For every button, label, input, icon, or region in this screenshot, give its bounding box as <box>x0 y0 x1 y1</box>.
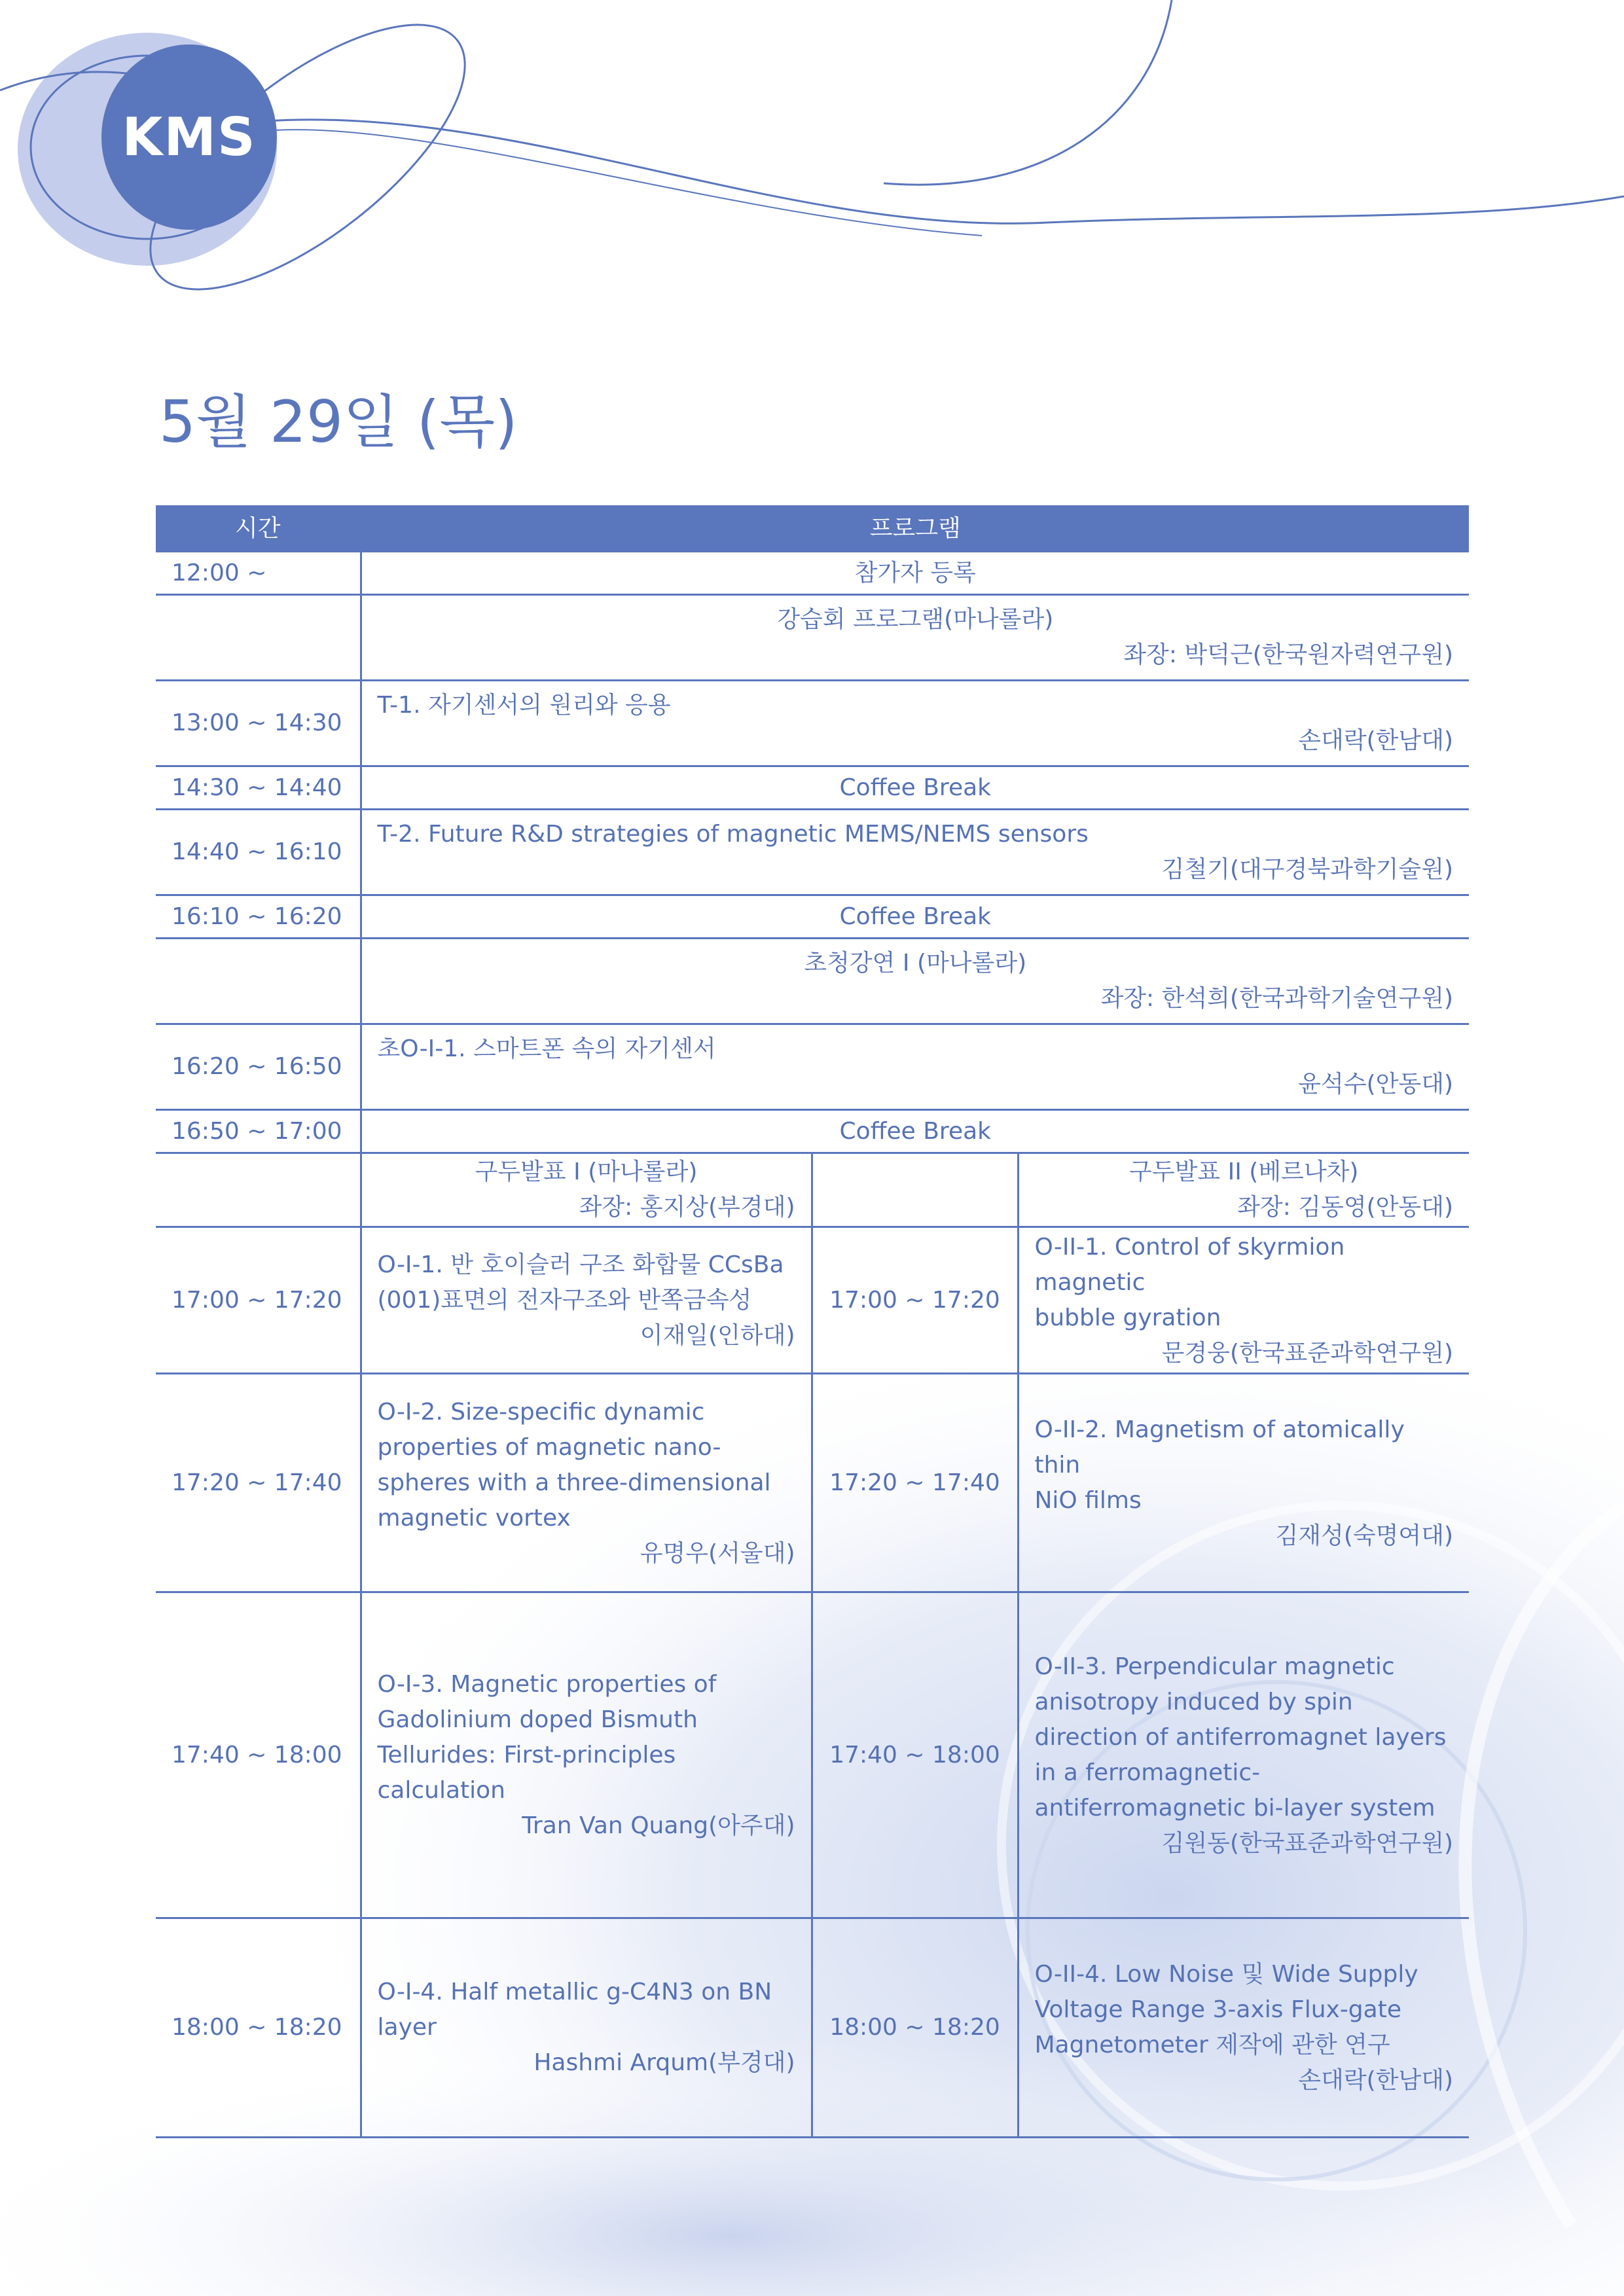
empty-time-cell <box>812 1153 1018 1227</box>
talk-title-line: Magnetometer 제작에 관한 연구 <box>1034 2032 1390 2058</box>
empty-time-cell <box>156 595 361 681</box>
session-chair: 좌장: 박덕근(한국원자력연구원) <box>1123 641 1454 668</box>
session-chair: 좌장: 한석희(한국과학기술연구원) <box>1100 985 1454 1012</box>
talk-title-line: magnetic vortex <box>377 1504 571 1532</box>
talk-title-line: Voltage Range 3-axis Flux-gate <box>1034 1996 1401 2023</box>
talk-row <box>156 681 1469 766</box>
time-cell: 18:00 ~ 18:20 <box>812 1918 1018 2138</box>
parallel-talk-row <box>156 1918 1469 2138</box>
right-talk-cell <box>1018 1918 1469 2138</box>
time-cell: 12:00 ~ <box>156 552 361 595</box>
talk-speaker: 김철기(대구경북과학기술원) <box>1161 856 1454 883</box>
talk-cell <box>361 810 1469 895</box>
talk-title-line: O-II-4. Low Noise 및 Wide Supply <box>1034 1961 1418 1988</box>
coffee-break-cell: Coffee Break <box>361 1110 1469 1153</box>
time-cell: 14:30 ~ 14:40 <box>156 766 361 810</box>
coffee-break-row <box>156 766 1469 810</box>
oral-session-1-cell <box>361 1153 812 1227</box>
coffee-break-row <box>156 895 1469 939</box>
talk-title-line: Tellurides: First-principles <box>377 1741 676 1768</box>
talk-speaker: Hashmi Arqum(부경대) <box>533 2049 795 2076</box>
talk-cell <box>361 1024 1469 1110</box>
right-talk-cell <box>1018 1227 1469 1374</box>
left-talk-cell <box>361 1918 812 2138</box>
right-talk-cell <box>1018 1592 1469 1918</box>
tutorial-session-cell <box>361 595 1469 681</box>
logo-text: KMS <box>122 107 257 168</box>
time-cell: 17:20 ~ 17:40 <box>156 1374 361 1592</box>
right-talk-cell <box>1018 1374 1469 1592</box>
tutorial-session-row <box>156 595 1469 681</box>
session-title: 초청강연 I (마나롤라) <box>804 950 1027 977</box>
header-row <box>156 507 1469 552</box>
left-talk-cell <box>361 1227 812 1374</box>
talk-speaker: Tran Van Quang(아주대) <box>522 1812 795 1839</box>
talk-speaker: 이재일(인하대) <box>640 1321 795 1349</box>
talk-row <box>156 1024 1469 1110</box>
talk-speaker: 윤석수(안동대) <box>1298 1071 1454 1098</box>
coffee-break-row <box>156 1110 1469 1153</box>
oral-session-2-cell <box>1018 1153 1469 1227</box>
session-title: 구두발표 I (마나롤라) <box>475 1158 698 1185</box>
talk-speaker: 김재성(숙명여대) <box>1275 1522 1454 1549</box>
talk-title-line: properties of magnetic nano- <box>377 1433 721 1461</box>
talk-title-line: NiO films <box>1034 1486 1142 1514</box>
header-program: 프로그램 <box>361 507 1469 552</box>
session-chair: 좌장: 김동영(안동대) <box>1237 1194 1454 1221</box>
talk-row <box>156 810 1469 895</box>
time-cell: 17:00 ~ 17:20 <box>812 1227 1018 1374</box>
session-chair: 좌장: 홍지상(부경대) <box>579 1194 795 1221</box>
invited-session-cell <box>361 939 1469 1024</box>
talk-speaker: 문경웅(한국표준과학연구원) <box>1161 1339 1454 1367</box>
talk-title-line: O-I-2. Size-specific dynamic <box>377 1398 705 1426</box>
talk-title-line: calculation <box>377 1776 505 1804</box>
session-title: 강습회 프로그램(마나롤라) <box>777 606 1054 633</box>
time-cell: 17:00 ~ 17:20 <box>156 1227 361 1374</box>
talk-title: 초O-I-1. 스마트폰 속의 자기센서 <box>377 1035 716 1062</box>
time-cell: 16:50 ~ 17:00 <box>156 1110 361 1153</box>
talk-title-line: antiferromagnetic bi-layer system <box>1034 1794 1435 1821</box>
talk-speaker: 손대락(한남대) <box>1298 727 1454 754</box>
coffee-break-cell: Coffee Break <box>361 895 1469 939</box>
talk-title: T-1. 자기센서의 원리와 응용 <box>377 692 671 719</box>
talk-speaker: 유명우(서울대) <box>640 1539 795 1567</box>
talk-title-line: O-I-4. Half metallic g-C4N3 on BN layer <box>377 1979 772 2041</box>
talk-title-line: (001)표면의 전자구조와 반쪽금속성 <box>377 1286 752 1314</box>
time-cell: 16:10 ~ 16:20 <box>156 895 361 939</box>
registration-cell: 참가자 등록 <box>361 552 1469 595</box>
empty-time-cell <box>156 1153 361 1227</box>
talk-title-line: O-II-1. Control of skyrmion magnetic <box>1034 1233 1345 1296</box>
time-cell: 16:20 ~ 16:50 <box>156 1024 361 1110</box>
schedule-table <box>156 505 1469 2138</box>
time-cell: 13:00 ~ 14:30 <box>156 681 361 766</box>
kms-logo <box>101 45 277 230</box>
time-cell: 17:40 ~ 18:00 <box>156 1592 361 1918</box>
empty-time-cell <box>156 939 361 1024</box>
talk-title-line: O-I-1. 반 호이슬러 구조 화합물 CCsBa <box>377 1251 784 1278</box>
parallel-sessions-row <box>156 1153 1469 1227</box>
coffee-break-cell: Coffee Break <box>361 766 1469 810</box>
talk-title-line: Gadolinium doped Bismuth <box>377 1706 698 1733</box>
talk-speaker: 손대락(한남대) <box>1298 2067 1454 2094</box>
left-talk-cell <box>361 1592 812 1918</box>
talk-title-line: O-II-3. Perpendicular magnetic <box>1034 1653 1395 1680</box>
page-title: 5월 29일 (목) <box>159 388 518 456</box>
left-talk-cell <box>361 1374 812 1592</box>
talk-title-line: direction of antiferromagnet layers <box>1034 1723 1447 1751</box>
time-cell: 18:00 ~ 18:20 <box>156 1918 361 2138</box>
talk-title-line: anisotropy induced by spin <box>1034 1688 1353 1715</box>
parallel-talk-row <box>156 1374 1469 1592</box>
talk-title-line: O-II-2. Magnetism of atomically thin <box>1034 1416 1405 1479</box>
talk-title-line: spheres with a three-dimensional <box>377 1469 771 1496</box>
invited-session-row <box>156 939 1469 1024</box>
parallel-talk-row <box>156 1592 1469 1918</box>
time-cell: 14:40 ~ 16:10 <box>156 810 361 895</box>
talk-title: T-2. Future R&D strategies of magnetic MEMS/NEMS sensors <box>377 821 1089 848</box>
registration-row <box>156 552 1469 595</box>
talk-title-line: bubble gyration <box>1034 1304 1221 1331</box>
header-time: 시간 <box>156 507 361 552</box>
session-title: 구두발표 II (베르나차) <box>1129 1158 1359 1185</box>
talk-title-line: in a ferromagnetic- <box>1034 1759 1261 1786</box>
talk-title-line: O-I-3. Magnetic properties of <box>377 1670 717 1698</box>
talk-speaker: 김원동(한국표준과학연구원) <box>1161 1829 1454 1857</box>
time-cell: 17:20 ~ 17:40 <box>812 1374 1018 1592</box>
parallel-talk-row <box>156 1227 1469 1374</box>
talk-cell <box>361 681 1469 766</box>
time-cell: 17:40 ~ 18:00 <box>812 1592 1018 1918</box>
